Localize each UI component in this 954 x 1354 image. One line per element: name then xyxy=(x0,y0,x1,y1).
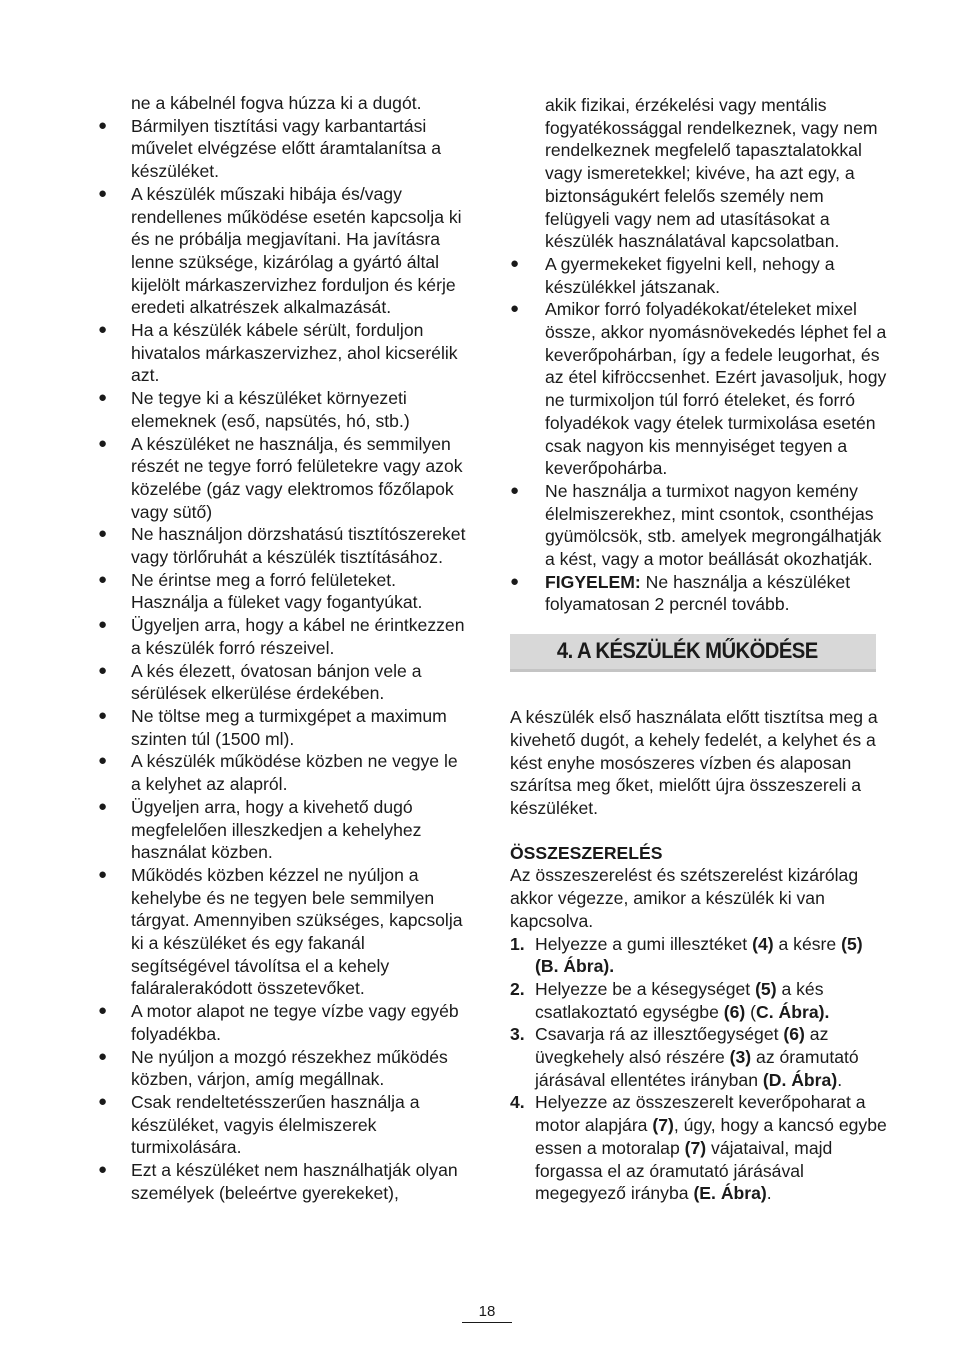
bullet-text: A készülék működése közben ne vegye le a kelyhet az alapról. xyxy=(131,751,458,795)
step-reference: (5) xyxy=(755,978,777,999)
bullet-item xyxy=(510,298,890,480)
bullet-icon: ● xyxy=(98,389,108,407)
bullet-icon: ● xyxy=(98,752,108,770)
bullet-text: Ügyeljen arra, hogy a kivehető dugó megfelelően illeszkedjen a kehelyhez használat közben. xyxy=(131,796,422,863)
bullet-icon: ● xyxy=(98,1092,108,1110)
step-text: , úgy, hogy a kancsó egybe essen a motoralap xyxy=(535,1115,887,1158)
step-text: az óramutató járásával ellentétes irányban xyxy=(535,1047,859,1090)
bullet-text: A gyermekeket figyelni kell, nehogy a készülékkel játszanak. xyxy=(545,253,835,297)
step-text: az üvegkehely alsó részére xyxy=(535,1024,829,1068)
bullet-text: Ne töltse meg a turmixgépet a maximum szinten túl (1500 ml). xyxy=(131,705,447,749)
bullet-text: Ne tegye ki a készüléket környezeti elemeknek (eső, napsütés, hó, stb.) xyxy=(131,388,410,431)
step-reference: (7) xyxy=(652,1115,674,1136)
bullet-icon: ● xyxy=(98,865,108,883)
bullet-text: A kés élezett, óvatosan bánjon vele a sérülések elkerülése érdekében. xyxy=(131,660,422,704)
bullet-item xyxy=(510,480,890,571)
assembly-heading: ÖSSZESZERELÉS xyxy=(510,842,663,863)
bullet-icon: ● xyxy=(98,116,108,134)
step-text: Csavarja rá az illesztőegységet xyxy=(535,1024,784,1045)
bullet-item xyxy=(98,750,468,795)
page-number: 18 xyxy=(478,1303,496,1320)
bullet-icon: ● xyxy=(98,616,108,634)
bullet-item xyxy=(98,705,468,750)
step-reference: (4) xyxy=(752,933,774,954)
page-number-rule xyxy=(462,1322,512,1323)
step-number: 4. xyxy=(510,1092,525,1113)
bullet-icon: ● xyxy=(98,706,108,724)
step-text: vájataival, majd forgassa el az óramutató járásával megegyező irányba xyxy=(535,1137,833,1204)
bullet-icon: ● xyxy=(98,570,108,588)
bullet-text: Működés közben kézzel ne nyúljon a kehelybe és ne tegyen bele semmilyen tárgyat. Amennyiben szükséges, kapcsolja ki a készüléket és egy fakanál segítségével távolítsa el a kehely faláralerakódott összetevőket. xyxy=(131,864,463,999)
bullet-text: Ügyeljen arra, hogy a kábel ne érintkezzen a készülék forró részeivel. xyxy=(131,615,465,658)
section-header xyxy=(510,634,876,672)
bullet-text: Ha a készülék kábele sérült, forduljon hivatalos márkaszervizhez, ahol kicserélik azt. xyxy=(131,320,458,386)
safety-bullet-list xyxy=(510,253,890,571)
bullet-text: A készüléket ne használja, és semmilyen részét ne tegye forró felületekre vagy azok közelébe (gáz vagy elektromos főzőlapok vagy sütő) xyxy=(131,433,463,522)
step-number: 1. xyxy=(510,933,525,954)
bullet-item xyxy=(98,614,468,659)
intro-paragraph: A készülék első használata előtt tisztítsa meg a kivehető dugót, a kehely fedelét, a kelyhet és a kést enyhe mosószeres vízben és alaposan szárítsa meg őket, mielőtt újra összeszereli a készüléket. xyxy=(510,707,878,818)
bullet-text: Ne használja a turmixot nagyon kemény élelmiszerekhez, mint csontok, csonthéjas gyümölcsök, stb. amelyek megrongálhatják a kést, vagy a motor beállását okozhatják. xyxy=(545,480,882,570)
bullet-text: Bármilyen tisztítási vagy karbantartási művelet elvégzése előtt áramtalanítsa a készüléket. xyxy=(131,115,442,182)
bullet-text: A motor alapot ne tegye vízbe vagy egyéb folyadékba. xyxy=(131,1001,459,1044)
step-reference: C. Ábra). xyxy=(756,1001,830,1022)
bullet-item xyxy=(98,319,468,387)
bullet-icon: ● xyxy=(98,1161,108,1179)
continued-text: akik fizikai, érzékelési vagy mentális fogyatékossággal rendelkeznek, vagy nem rendelkeznek megfelelő tapasztalatokkal vagy ismeretekkel; kivéve, ha azt egy, a biztonságukért felelős személy nem felügyeli vagy nem ad utasításokat a készülék használatával kapcsolatban. xyxy=(545,95,878,252)
bullet-icon: ● xyxy=(510,300,520,318)
bullet-icon: ● xyxy=(98,525,108,543)
bullet-icon: ● xyxy=(98,434,108,452)
bullet-item xyxy=(98,387,468,432)
bullet-icon: ● xyxy=(510,572,520,590)
bullet-icon: ● xyxy=(98,1047,108,1065)
bullet-text: Ne használjon dörzshatású tisztítószereket vagy törlőruhát a készülék tisztításához. xyxy=(131,524,466,568)
step-text: Helyezze a gumi illesztéket xyxy=(535,933,753,954)
step-text: . xyxy=(837,1069,843,1090)
warning-bullet xyxy=(510,571,890,616)
section-title: 4. A KÉSZÜLÉK MŰKÖDÉSE xyxy=(556,638,818,664)
step-text: ( xyxy=(745,1001,757,1022)
bullet-item xyxy=(98,115,468,183)
right-column xyxy=(510,94,890,1205)
assembly-step xyxy=(510,1023,890,1091)
bullet-text: Ne érintse meg a forró felületeket. Használja a füleket vagy fogantyúkat. xyxy=(131,569,423,613)
bullet-icon: ● xyxy=(98,797,108,815)
bullet-item xyxy=(98,660,468,705)
step-text: a késre xyxy=(773,933,842,954)
warning-label: FIGYELEM: xyxy=(545,571,641,592)
step-reference: (6) xyxy=(783,1024,805,1045)
step-reference: (7) xyxy=(684,1137,707,1158)
bullet-item xyxy=(98,1046,468,1091)
bullet-text: Ezt a készüléket nem használhatják olyan személyek (beleértve gyerekeket), xyxy=(131,1160,458,1203)
left-column xyxy=(98,92,468,1204)
bullet-icon: ● xyxy=(98,1002,108,1020)
step-text: Helyezze be a késegységet xyxy=(535,978,756,999)
continued-text: ne a kábelnél fogva húzza ki a dugót. xyxy=(131,93,422,113)
bullet-icon: ● xyxy=(510,254,520,272)
bullet-item xyxy=(98,183,468,319)
bullet-item xyxy=(98,796,468,864)
step-number: 2. xyxy=(510,978,525,999)
step-text: Helyezze az összeszerelt keverőpoharat a motor alapjára xyxy=(535,1092,866,1136)
bullet-text: Ne nyúljon a mozgó részekhez működés közben, várjon, amíg megállnak. xyxy=(131,1046,448,1090)
bullet-text: Amikor forró folyadékokat/ételeket mixel össze, akkor nyomásnövekedés léphet fel a keverőpohárban, így a fedele leugorhat, és az étel kifröccsenhet. Ezért javasoljuk, hogy ne turmixoljon túl forró ételeket, és forró folyadékok vagy ételek turmixolása esetén csak nagyon kis mennyiséget tegyen a keverőpohárba. xyxy=(545,299,887,479)
bullet-icon: ● xyxy=(98,321,108,339)
assembly-step xyxy=(510,933,890,978)
assembly-step xyxy=(510,978,890,1023)
bullet-item xyxy=(98,1159,468,1204)
safety-bullet-list xyxy=(98,115,468,1205)
bullet-item xyxy=(98,569,468,614)
step-reference: (D. Ábra) xyxy=(762,1069,838,1090)
step-reference: (3) xyxy=(729,1047,752,1068)
bullet-item xyxy=(98,1000,468,1045)
step-reference: (5) (B. Ábra). xyxy=(535,933,863,977)
warning-text: Ne használja a készüléket folyamatosan 2 percnél tovább. xyxy=(545,571,851,615)
assembly-step xyxy=(510,1091,890,1205)
assembly-steps xyxy=(510,933,890,1205)
step-reference: (6) xyxy=(723,1001,746,1022)
step-text: . xyxy=(766,1183,772,1204)
step-reference: (E. Ábra) xyxy=(693,1183,767,1204)
bullet-item xyxy=(98,523,468,568)
bullet-item xyxy=(510,253,890,298)
bullet-icon: ● xyxy=(98,184,108,202)
bullet-text: Csak rendeltetésszerűen használja a készüléket, vagyis élelmiszerek turmixolására. xyxy=(131,1091,420,1158)
bullet-item xyxy=(98,1091,468,1159)
bullet-icon: ● xyxy=(98,661,108,679)
bullet-item xyxy=(98,433,468,524)
bullet-item xyxy=(98,864,468,1000)
bullet-icon: ● xyxy=(510,481,520,499)
assembly-intro: Az összeszerelést és szétszerelést kizárólag akkor végezze, amikor a készülék ki van kapcsolva. xyxy=(510,865,859,931)
step-text: a kés csatlakoztató egységbe xyxy=(535,978,824,1022)
step-number: 3. xyxy=(510,1024,525,1045)
bullet-text: A készülék műszaki hibája és/vagy rendellenes működése esetén kapcsolja ki és ne próbálja megjavítani. Ha javításra lenne szüksége, kizárólag a gyártó által kijelölt márkaszervizhez forduljon és kérje eredeti alkatrészek alkalmazását. xyxy=(131,183,462,318)
